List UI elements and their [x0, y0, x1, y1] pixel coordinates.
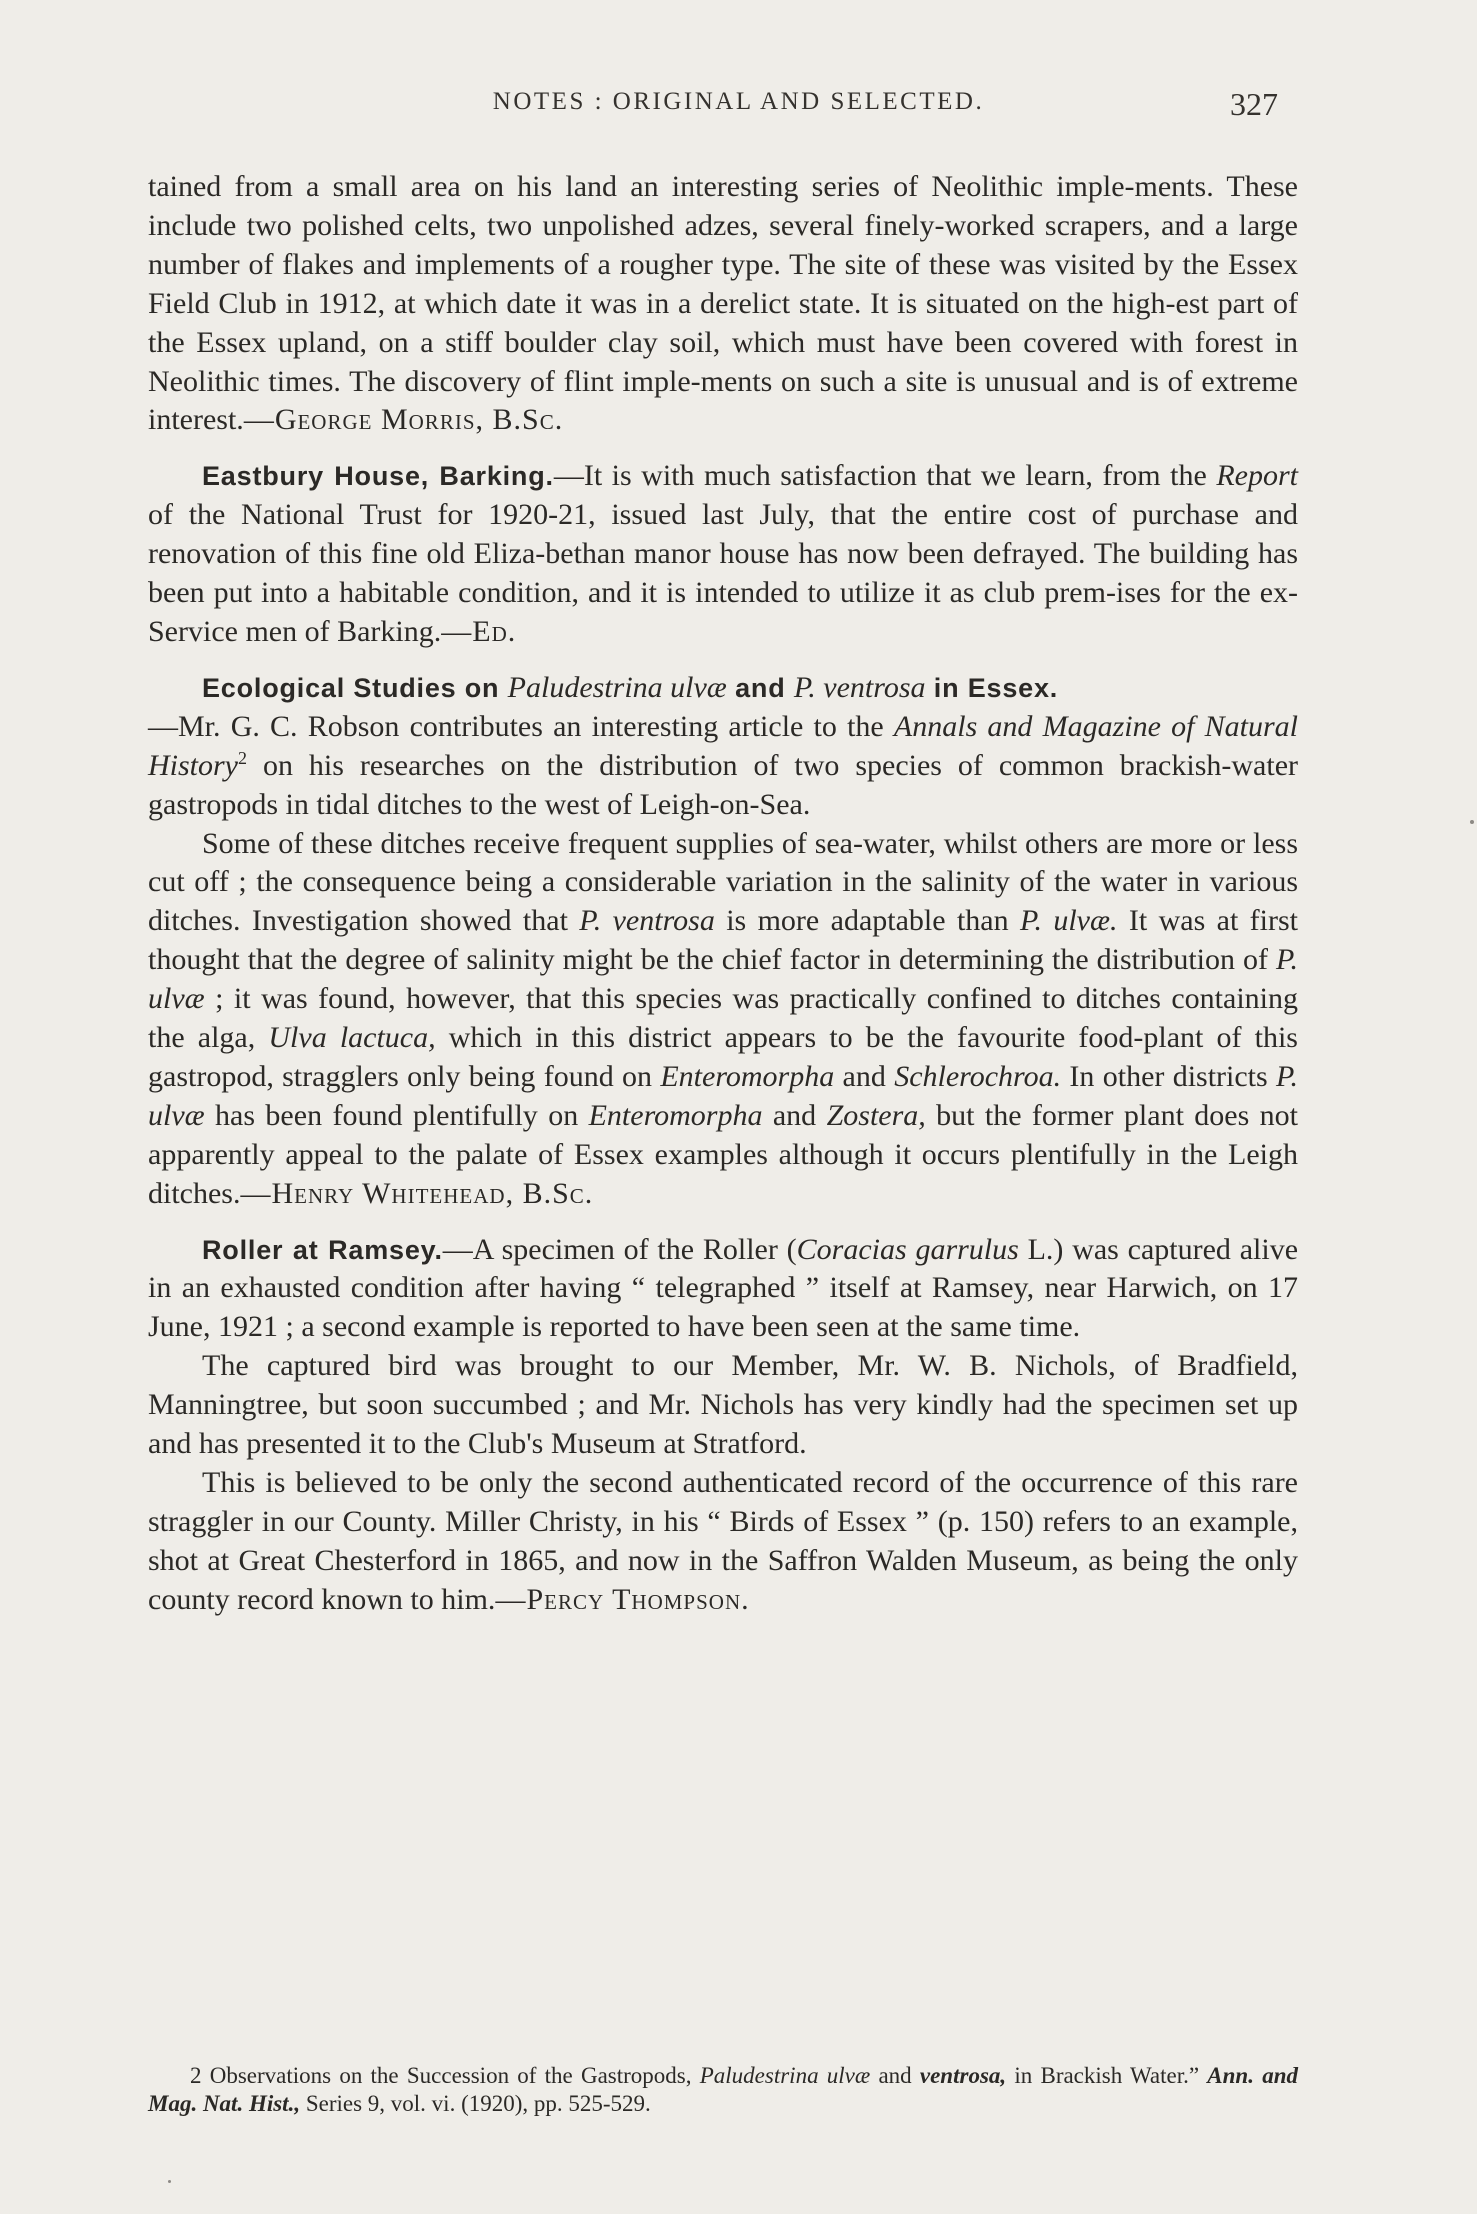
ecological-p2-text-c: It was at first thought that the degree of salinity might be the chief factor in determining the distribution of — [148, 904, 1298, 977]
species-p-ulvae-3: P. ulvæ — [148, 1059, 1298, 1132]
ecological-p2-text-b: is more adaptable than — [714, 904, 1020, 938]
ecological-paragraph-2 — [148, 825, 1298, 1214]
footnote-reference[interactable]: 2 — [238, 747, 247, 768]
journal-title: Annals and Magazine of Natural History — [148, 709, 1298, 782]
eastbury-heading: Eastbury House, Barking. — [202, 461, 554, 492]
ecological-heading-and: and — [726, 672, 794, 703]
roller-paragraph-2: The captured bird was brought to our Member, Mr. W. B. Nichols, of Bradfield, Manningtree, but soon succumbed ; and Mr. Nichols has very kindly had the specimen set up and has presented it to the Club's Museum at Stratford. — [148, 1349, 1298, 1461]
running-head: NOTES : ORIGINAL AND SELECTED. — [492, 88, 985, 115]
roller-text-a: —A specimen of the Roller ( — [442, 1232, 797, 1266]
ecological-p2-text-e: which in this district appears to be the favourite food-plant of this gastropod, stragglers only being found on — [148, 1021, 1298, 1093]
ecological-heading-species-2: P. ventrosa — [793, 670, 926, 704]
ecological-heading-species-1: Paludestrina ulvæ — [507, 670, 727, 704]
eastbury-paragraph — [148, 457, 1298, 652]
eastbury-signature: —Ed. — [441, 614, 517, 648]
species-schlerochroa: Schlerochroa. — [894, 1059, 1062, 1093]
species-p-ulvae-1: P. ulvæ. — [1019, 904, 1118, 938]
eastbury-text-continued: of the National Trust for 1920-21, issued last July, that the entire cost of purchase and renovation of this fine old Eliza-bethan manor house has now been defrayed. The building has been put into a habitable condition, and it is intended to utilize it as club prem-ises for the ex-Service men of Barking. — [148, 498, 1298, 648]
roller-signature: —Percy Thompson. — [495, 1582, 750, 1616]
species-p-ulvae-2: P. ulvæ — [148, 943, 1298, 1016]
body-text — [148, 168, 1298, 1620]
species-coracias-garrulus: Coracias garrulus — [796, 1232, 1019, 1266]
page-number: 327 — [1230, 86, 1278, 122]
neolithic-signature: —George Morris, B.Sc. — [243, 403, 564, 437]
ecological-heading-end: in Essex. — [925, 672, 1059, 703]
neolithic-text: tained from a small area on his land an interesting series of Neolithic imple-ments. These include two polished celts, two unpolished adzes, several finely-worked scrapers, and a large number of flakes and implements of a rougher type. The site of these was visited by the Essex Field Club in 1912, at which date it was in a derelict state. It is situated on the high-est part of the Essex upland, on a stiff boulder clay soil, which must have been covered with forest in Neolithic times. The discovery of flint imple-ments on such a site is unusual and is of extreme interest. — [148, 170, 1298, 437]
footnote-text-b: in Brackish Water.” — [1006, 2063, 1208, 2088]
ecological-p2-text-j: but the former plant does not apparently appeal to the palate of Essex examples although it occurs plentifully in the Leigh ditches. — [148, 1098, 1298, 1210]
roller-p3-text: This is believed to be only the second authenticated record of the occurrence of this rare straggler in our County. Miller Christy, in his “ Birds of Essex ” (p. 150) refers to an example, shot at Great Chesterford in 1865, and now in the Saffron Walden Museum, as being the only county record known to him. — [148, 1466, 1298, 1616]
footnote-mark: 2 — [190, 2063, 202, 2088]
roller-heading: Roller at Ramsey. — [202, 1234, 443, 1265]
footnote-species-2: ventrosa, — [919, 2063, 1007, 2088]
ecological-p2-text-d: ; it was found, however, that this species was practically confined to ditches containing the alga, — [148, 982, 1298, 1055]
footnote-text-and: and — [870, 2063, 920, 2088]
footnote-text-c: Series 9, vol. vi. (1920), pp. 525-529. — [300, 2091, 651, 2116]
footnote-species: Paludestrina ulvæ — [699, 2063, 871, 2088]
ecological-signature: —Henry Whitehead, B.Sc. — [240, 1176, 594, 1210]
ecological-text-continued: on his researches on the distribution of two species of common brackish-water gastropods in tidal ditches to the west of Leigh-on-Sea. — [148, 748, 1298, 821]
roller-paragraph-3 — [148, 1464, 1298, 1620]
ecological-heading-start: Ecological Studies on — [202, 672, 508, 703]
footnote — [148, 2062, 1298, 2118]
paper-speck — [1470, 820, 1474, 824]
ecological-p2-text-g: In other districts — [1061, 1059, 1277, 1093]
species-p-ventrosa: P. ventrosa — [579, 904, 715, 938]
ecological-p2-text-i: and — [762, 1098, 827, 1132]
roller-paragraph-1 — [148, 1231, 1298, 1348]
ecological-p2-text-a: Some of these ditches receive frequent supplies of sea-water, whilst others are more or less cut off ; the consequence being a considerable variation in the salinity of the water in various ditches. Investigation showed that — [148, 826, 1298, 938]
footnote-journal: Ann. and Mag. Nat. Hist., — [148, 2063, 1298, 2116]
species-zostera: Zostera, — [826, 1098, 926, 1132]
ecological-heading — [202, 670, 1059, 704]
ecological-p2-text-h: has been found plentifully on — [204, 1098, 589, 1132]
species-ulva-lactuca: Ulva lactuca, — [268, 1021, 436, 1055]
ecological-paragraph-1 — [148, 669, 1298, 825]
eastbury-text: —It is with much satisfaction that we learn, from the — [553, 459, 1217, 493]
ecological-text: —Mr. G. C. Robson contributes an interesting article to the — [148, 709, 894, 743]
ecological-p2-text-f: and — [834, 1059, 895, 1093]
report-title: Report — [1216, 459, 1298, 493]
footnote-text-a: Observations on the Succession of the Gastropods, — [201, 2063, 700, 2088]
neolithic-paragraph — [148, 168, 1298, 440]
roller-text-b: L.) was captured alive in an exhausted condition after having “ telegraphed ” itself at Ramsey, near Harwich, on 17 June, 1921 ; a second example is reported to have been seen at the same time. — [148, 1232, 1299, 1344]
paper-speck — [168, 2180, 171, 2183]
species-enteromorpha-1: Enteromorpha — [660, 1059, 835, 1093]
species-enteromorpha-2: Enteromorpha — [588, 1098, 763, 1132]
